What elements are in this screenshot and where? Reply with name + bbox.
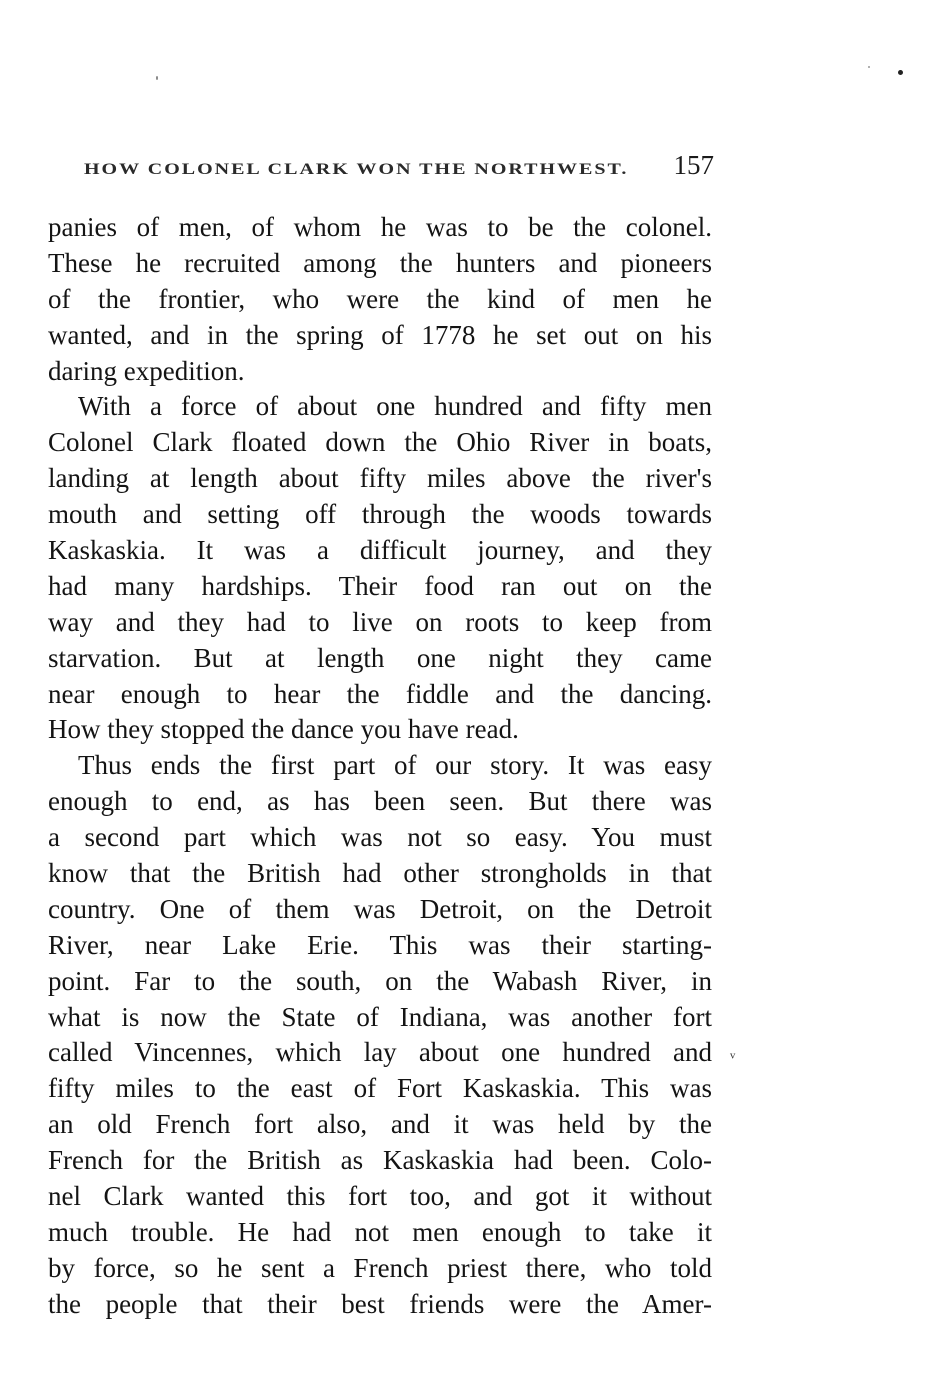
text-line: mouth and setting off through the woods towards — [48, 499, 712, 530]
text-line: of the frontier, who were the kind of men he — [48, 283, 712, 314]
text-line: wanted, and in the spring of 1778 he set out on his — [48, 319, 712, 350]
text-line: nel Clark wanted this fort too, and got it without — [48, 1181, 712, 1212]
text-line: Colonel Clark floated down the Ohio River in boats, — [48, 427, 712, 458]
text-line: daring expedition. — [48, 355, 245, 386]
text-line: country. One of them was Detroit, on the Detroit — [48, 893, 712, 924]
text-line: way and they had to live on roots to keep from — [48, 606, 712, 637]
text-line: an old French fort also, and it was held by the — [48, 1109, 712, 1140]
text-line: point. Far to the south, on the Wabash River, in — [48, 965, 712, 996]
ink-speck — [868, 66, 870, 68]
text-line: had many hardships. Their food ran out on the — [48, 570, 712, 601]
text-line: These he recruited among the hunters and pioneers — [48, 247, 712, 278]
text-line: a second part which was not so easy. You must — [48, 822, 712, 853]
text-line: the people that their best friends were the Amer- — [48, 1288, 712, 1319]
margin-mark: ᵥ — [730, 1041, 736, 1061]
text-line: what is now the State of Indiana, was another fort — [48, 1001, 712, 1032]
ink-speck — [156, 76, 158, 80]
text-line: by force, so he sent a French priest there, who told — [48, 1252, 712, 1283]
ink-speck — [898, 70, 903, 75]
page-number: 157 — [673, 150, 714, 180]
text-line: enough to end, as has been seen. But there was — [48, 786, 712, 817]
text-line: much trouble. He had not men enough to take it — [48, 1216, 712, 1247]
text-line: called Vincennes, which lay about one hundred and — [48, 1037, 712, 1068]
text-line: Kaskaskia. It was a difficult journey, and they — [48, 535, 712, 566]
text-line: fifty miles to the east of Fort Kaskaskia. This was — [48, 1073, 712, 1104]
text-line: near enough to hear the fiddle and the dancing. — [48, 678, 712, 709]
text-line: River, near Lake Erie. This was their starting- — [48, 929, 712, 960]
running-head — [84, 150, 714, 186]
text-line: French for the British as Kaskaskia had been. Colo- — [48, 1145, 712, 1176]
paragraph-start-line: With a force of about one hundred and fifty men — [78, 391, 712, 422]
running-title: HOW COLONEL CLARK WON THE NORTHWEST. — [84, 160, 629, 178]
text-line: know that the British had other strongholds in that — [48, 858, 712, 889]
text-line: starvation. But at length one night they came — [48, 642, 712, 673]
text-line: How they stopped the dance you have read. — [48, 714, 519, 745]
body-text — [48, 210, 712, 1323]
paragraph-start-line: Thus ends the first part of our story. It was easy — [78, 750, 712, 781]
text-line: panies of men, of whom he was to be the colonel. — [48, 212, 712, 242]
text-line: landing at length about fifty miles above the river's — [48, 463, 712, 494]
